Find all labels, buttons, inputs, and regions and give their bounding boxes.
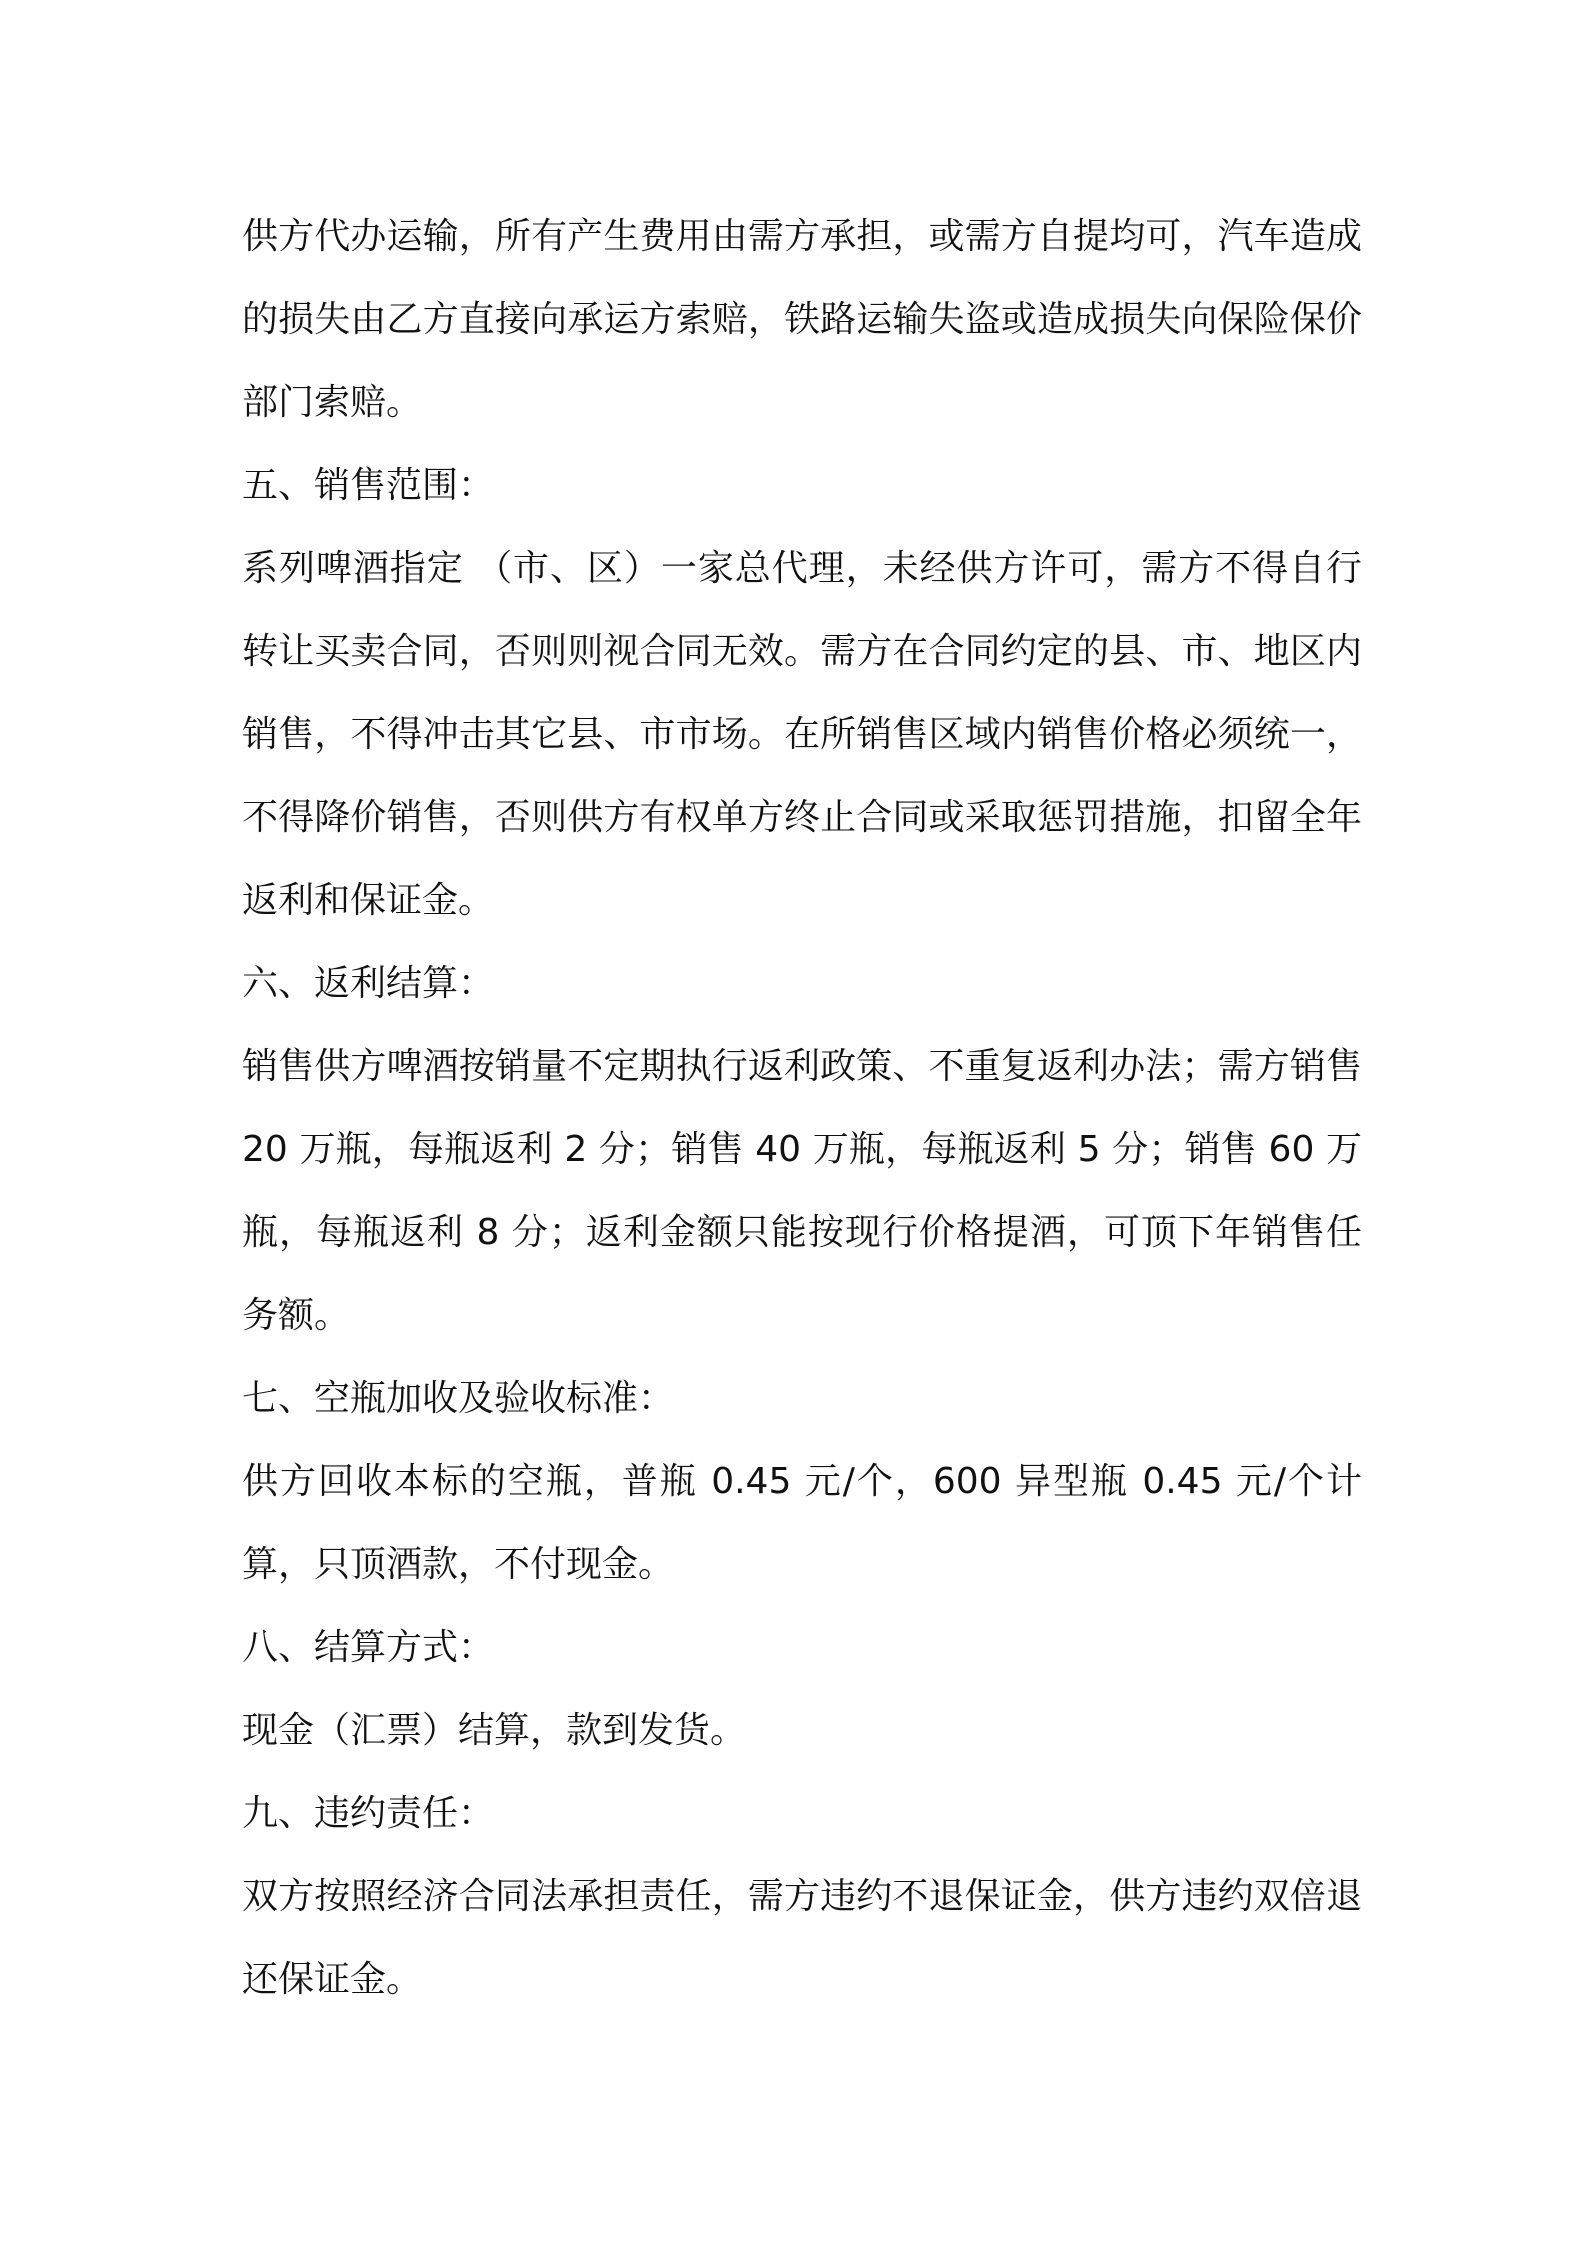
paragraph-rebate-settlement: 销售供方啤酒按销量不定期执行返利政策、不重复返利办法；需方销售 20 万瓶，每瓶返利 2 分；销售 40 万瓶，每瓶返利 5 分；销售 60 万瓶，每瓶返利 8 分；返利金额只能按现行价格提酒，可顶下年销售任务额。 <box>242 1046 1362 1336</box>
paragraph-breach-liability: 双方按照经济合同法承担责任，需方违约不退保证金，供方违约双倍退还保证金。 <box>242 1876 1362 2000</box>
paragraph-sales-scope: 系列啤酒指定 （市、区）一家总代理，未经供方许可，需方不得自行转让买卖合同，否则则视合同无效。需方在合同约定的县、市、地区内销售，不得冲击其它县、市市场。在所销售区域内销售价格必须统一，不得降价销售，否则供方有权单方终止合同或采取惩罚措施，扣留全年返利和保证金。 <box>242 548 1362 921</box>
section-heading-settlement-method: 八、结算方式： <box>242 1627 495 1668</box>
section-heading-rebate-settlement: 六、返利结算： <box>242 963 495 1004</box>
paragraph-transport: 供方代办运输，所有产生费用由需方承担，或需方自提均可，汽车造成的损失由乙方直接向承运方索赔，铁路运输失盗或造成损失向保险保价部门索赔。 <box>242 216 1362 423</box>
section-heading-empty-bottles: 七、空瓶加收及验收标准： <box>242 1378 675 1419</box>
section-heading-breach-liability: 九、违约责任： <box>242 1793 495 1834</box>
section-heading-sales-scope: 五、销售范围： <box>242 465 495 506</box>
paragraph-empty-bottles: 供方回收本标的空瓶，普瓶 0.45 元/个，600 异型瓶 0.45 元/个计算，只顶酒款，不付现金。 <box>242 1461 1362 1585</box>
paragraph-settlement-method: 现金（汇票）结算，款到发货。 <box>242 1710 747 1751</box>
document-body <box>242 195 1362 2021</box>
